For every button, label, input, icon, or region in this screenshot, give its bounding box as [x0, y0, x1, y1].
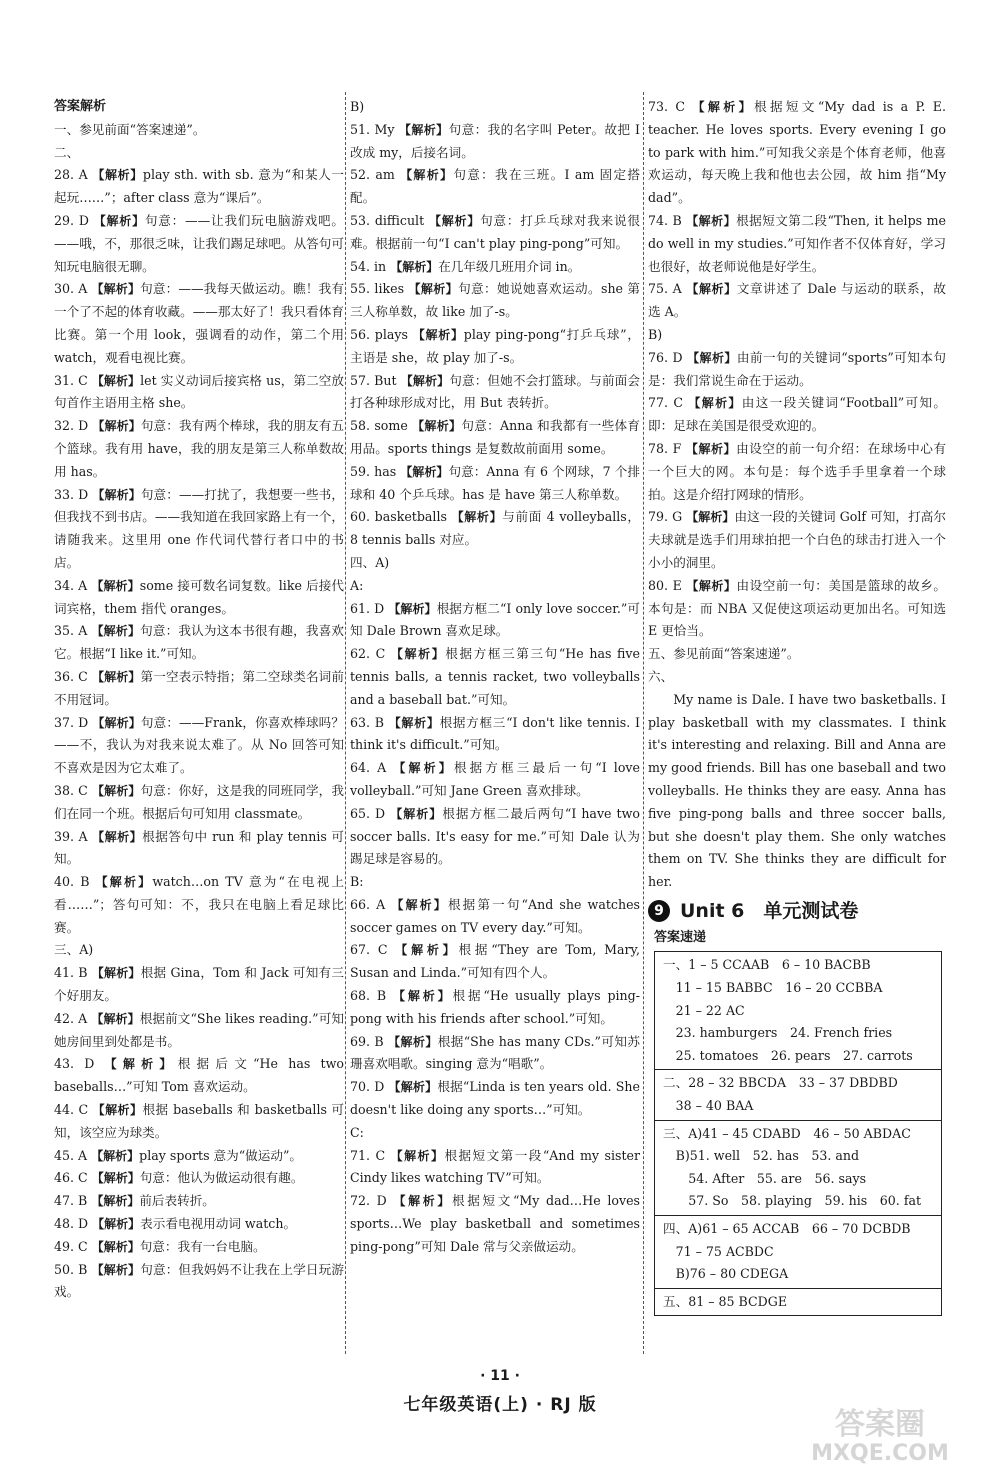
question-number: 36. C — [54, 668, 88, 684]
answer-key-line: 11 – 15 BABBC 16 – 20 CCBBA — [663, 980, 883, 996]
answer-explanation — [54, 1053, 344, 1099]
answer-key-section — [655, 1069, 941, 1119]
answer-explanation — [350, 278, 640, 324]
unit-title — [648, 900, 946, 923]
answer-explanation — [648, 96, 946, 210]
answer-explanation — [648, 392, 946, 438]
question-number: 78. F — [648, 440, 682, 456]
explanation-text: watch…on TV 意为“在电视上看……”；答句可知：不，我只在电脑上看足球比赛。 — [54, 874, 344, 935]
question-number: 49. C — [54, 1238, 88, 1254]
explanation-text: 根据方框三最后一句“I love volleyball.”可知 Jane Green 喜欢排球。 — [350, 760, 640, 798]
explanation-text: 根据方框二“I only love soccer.”可知 Dale Brown 喜欢足球。 — [350, 600, 640, 639]
question-number: 35. A — [54, 623, 88, 639]
section-label: B: — [350, 874, 364, 890]
explanation-text: 第一空表示特指；第二空球类名词前不用冠词。 — [54, 668, 344, 707]
answer-key-line: 57. So 58. playing 59. his 60. fat — [663, 1193, 922, 1209]
question-number: 39. A — [54, 828, 88, 844]
section-label: 三、A) — [54, 942, 94, 958]
answer-explanation — [350, 757, 640, 803]
analysis-tag: 【解析】 — [91, 669, 141, 684]
analysis-tag: 【解析】 — [91, 1239, 140, 1254]
watermark-logo-text: 答案圈 — [835, 1407, 925, 1442]
question-number: 69. B — [350, 1033, 384, 1049]
answer-explanation — [648, 438, 946, 506]
analysis-tag: 【解析】 — [91, 1262, 141, 1277]
analysis-tag: 【解析】 — [91, 1171, 140, 1186]
analysis-tag: 【解析】 — [93, 213, 145, 228]
question-number: 53. difficult — [350, 212, 425, 228]
explanation-text: 根据“She has many CDs.”可知苏珊喜欢唱歌。singing 意为“唱歌”。 — [350, 1033, 640, 1072]
answer-explanation — [54, 1008, 344, 1054]
answer-explanation — [54, 1213, 344, 1236]
question-number: 56. plays — [350, 326, 408, 342]
answer-explanation — [350, 415, 640, 461]
answer-key-section — [655, 952, 941, 1069]
analysis-tag: 【解析】 — [687, 350, 737, 365]
explanation-text: 根据后文“He has two baseballs…”可知 Tom 喜欢运动。 — [54, 1056, 344, 1095]
answer-explanation — [350, 643, 640, 711]
explanation-text: 句意：他认为做运动很有趣。 — [139, 1170, 304, 1186]
explanation-text: 根据“Linda is ten years old. She doesn't like doing any sports…”可知。 — [350, 1079, 640, 1118]
answer-explanation — [350, 370, 640, 416]
explanation-text: 根据方框二最后两句“I have two soccer balls. It's easy for me.”可知 Dale 认为踢足球是容易的。 — [350, 805, 640, 867]
analysis-tag: 【解析】 — [91, 1148, 140, 1163]
answer-explanation — [350, 894, 640, 940]
analysis-tag: 【解析】 — [92, 715, 141, 730]
section-label: 五、参见前面“答案速递”。 — [648, 646, 800, 662]
explanation-text: 句意：——Frank，你喜欢棒球吗？——不，我认为对我来说太难了。从 No 回答可知不喜欢是因为它太难了。 — [54, 714, 344, 776]
explanation-text: 句意：我在三班。I am 固定搭配。 — [350, 167, 640, 206]
question-number: 73. C — [648, 99, 686, 114]
analysis-tag: 【解析】 — [91, 578, 140, 593]
column-right — [648, 96, 946, 1316]
explanation-text: 由前一句的关键词“sports”可知本句是：我们常说生命在于运动。 — [648, 349, 946, 388]
answer-explanation — [54, 1099, 344, 1145]
explanation-text: play sports 意为“做运动”。 — [139, 1147, 302, 1163]
analysis-tag: 【解析】 — [104, 1057, 178, 1072]
answer-key-line: 23. hamburgers 24. French fries — [663, 1025, 893, 1041]
analysis-tag: 【解析】 — [91, 783, 141, 798]
answer-explanation — [350, 803, 640, 871]
analysis-tag: 【解析】 — [685, 441, 737, 456]
watermark-logo — [790, 1400, 970, 1466]
answers-quick-heading: 答案速递 — [654, 929, 707, 945]
question-number: 72. D — [350, 1193, 387, 1209]
explanation-text: 与前面 4 volleyballs，8 tennis balls 对应。 — [350, 509, 640, 548]
explanation-text: 根据“He usually plays ping-pong with his friends after school.”可知。 — [350, 988, 640, 1026]
explanation-text: 句意：我有一台电脑。 — [139, 1238, 266, 1254]
answer-explanation — [350, 461, 640, 507]
analysis-tag: 【解析】 — [388, 1080, 438, 1095]
sample-essay: My name is Dale. I have two basketballs. I play basketball with my classmates. I think it's interesting and relaxing. Bill and Anna are my good friends. Bill has one baseball and two volleyballs. He thinks they are easy. Anna has five ping-pong balls and three soccer balls, but she doesn't play them. She only watches them on TV. She thinks they are difficult for her. — [648, 691, 946, 890]
answer-key-section — [655, 1215, 941, 1288]
explanation-text: 根据短文“My dad is a P. E. teacher. He loves sports. Every evening I go to park with him.”可知我父亲是个体育老师，他喜欢运动，每天晚上我和他也去公园，故 him 指“My dad”。 — [648, 99, 946, 206]
analysis-tag: 【解析】 — [91, 373, 141, 388]
answer-key-line: 一、1 – 5 CCAAB 6 – 10 BACBB — [663, 957, 871, 973]
answer-explanation — [648, 210, 946, 278]
section-label: 二、 — [54, 144, 80, 160]
explanation-text: 句意：但我妈妈不让我在上学日玩游戏。 — [54, 1261, 344, 1300]
analysis-tag: 【解析】 — [91, 1011, 140, 1026]
analysis-tag: 【解析】 — [395, 943, 459, 958]
question-number: 47. B — [54, 1193, 88, 1209]
analysis-tag: 【解析】 — [92, 168, 143, 183]
explanation-text: 表示看电视用动词 watch。 — [140, 1216, 297, 1232]
answer-explanation — [350, 1190, 640, 1258]
analysis-tag: 【解析】 — [390, 806, 443, 821]
explanation-text: 根据方框三第三句“He has five tennis balls, a tennis racket, two volleyballs and a baseball bat.”可知。 — [350, 646, 640, 707]
answer-explanation — [54, 210, 344, 278]
analysis-tag: 【解析】 — [686, 282, 737, 297]
answer-key-line: 21 – 22 AC — [663, 1002, 745, 1018]
answer-explanation — [648, 278, 946, 324]
question-number: 68. B — [350, 988, 387, 1004]
answer-explanation — [54, 780, 344, 826]
question-number: 65. D — [350, 805, 386, 821]
answer-explanation — [54, 712, 344, 780]
answer-explanation — [350, 1076, 640, 1122]
answer-key-section — [655, 1288, 941, 1316]
question-number: 54. in — [350, 258, 387, 274]
explanation-text: 前后表转折。 — [139, 1193, 215, 1209]
question-number: 77. C — [648, 395, 684, 411]
answer-explanation — [54, 962, 344, 1008]
analysis-tag: 【解析】 — [686, 578, 737, 593]
answer-explanation — [54, 666, 344, 712]
analysis-tag: 【解析】 — [92, 487, 141, 502]
analysis-tag: 【解析】 — [390, 647, 446, 662]
answer-explanation — [54, 370, 344, 416]
answer-explanation — [648, 347, 946, 393]
section-label: C: — [350, 1124, 364, 1140]
explanation-text: 句意：你好，这是我的同班同学，我们在同一个班。根据后句可知用 classmate。 — [54, 782, 344, 821]
question-number: 42. A — [54, 1010, 88, 1026]
explanation-text: 根据 baseballs 和 basketballs 可知，该空应为球类。 — [54, 1102, 344, 1140]
question-number: 75. A — [648, 281, 682, 297]
analysis-tag: 【解析】 — [408, 282, 459, 297]
explanation-text: 句意：我有两个棒球，我的朋友有五个篮球。我有用 have，我的朋友是第三人称单数故用 has。 — [54, 418, 344, 479]
explanation-text: 句意：——让我们玩电脑游戏吧。——哦，不，那很乏味，让我们踢足球吧。从答句可知玩电脑很无聊。 — [54, 212, 344, 274]
question-number: 41. B — [54, 965, 88, 981]
analysis-tag: 【解析】 — [398, 122, 449, 137]
answer-explanation — [54, 1259, 344, 1305]
explanation-text: 句意：我认为这本书很有趣，我喜欢它。根据“I like it.”可知。 — [54, 623, 344, 662]
answer-explanation — [54, 826, 344, 872]
analysis-tag: 【解析】 — [388, 601, 437, 616]
section-label: 六、 — [648, 668, 674, 684]
section-label: 一、参见前面“答案速递”。 — [54, 121, 206, 137]
question-number: 66. A — [350, 896, 386, 912]
analysis-tag: 【解析】 — [390, 259, 439, 274]
question-number: 32. D — [54, 418, 89, 434]
explanation-text: 句意：——我每天做运动。瞧！我有一个了不起的体育收藏。——那太好了！我只看体育比赛。第一个用 look，强调看的动作，第二个用 watch，观看电视比赛。 — [54, 281, 344, 365]
section-label: B) — [648, 326, 663, 342]
explanation-text: 句意：——打扰了，我想要一些书，但我找不到书店。——我知道在我回家路上有一个，请随我来。这里用 one 作代词代替行者口中的书店。 — [54, 486, 344, 570]
analysis-tag: 【解析】 — [92, 1217, 141, 1232]
explanation-text: 句意：Anna 有 6 个网球，7 个排球和 40 个乒乓球。has 是 have 第三人称单数。 — [350, 463, 640, 502]
answer-key-line: 二、28 – 32 BBCDA 33 – 37 DBDBD — [663, 1075, 898, 1091]
watermark-url: MXQE.COM — [811, 1441, 949, 1466]
section-heading: 答案解析 — [54, 99, 107, 114]
analysis-tag: 【解析】 — [686, 510, 735, 525]
explanation-text: 句意：她说她喜欢运动。she 第三人称单数，故 like 加了-s。 — [350, 281, 640, 320]
answer-explanation — [350, 164, 640, 210]
question-number: 60. basketballs — [350, 509, 447, 525]
explanation-text: 由这一段关键词“Football”可知。即：足球在美国是很受欢迎的。 — [648, 395, 946, 434]
question-number: 30. A — [54, 281, 88, 297]
section-label: B) — [350, 99, 365, 114]
explanation-text: 根据短文“My dad…He loves sports…We play basketball and sometimes ping-pong”可知 Dale 常与父亲做运动。 — [350, 1193, 640, 1254]
analysis-tag: 【解析】 — [388, 715, 440, 730]
unit-number-badge: 9 — [648, 900, 670, 922]
question-number: 62. C — [350, 646, 386, 662]
explanation-text: 根据第一句“And she watches soccer games on TV every day.”可知。 — [350, 896, 640, 935]
analysis-tag: 【解析】 — [412, 327, 464, 342]
answer-explanation — [54, 484, 344, 575]
answer-explanation — [350, 210, 640, 256]
explanation-text: 句意：Anna 和我都有一些体育用品。sports things 是复数故前面用 some。 — [350, 418, 640, 456]
question-number: 38. C — [54, 782, 88, 798]
question-number: 37. D — [54, 714, 89, 730]
question-number: 74. B — [648, 212, 682, 228]
answer-explanations-right — [648, 96, 946, 894]
question-number: 45. A — [54, 1147, 88, 1163]
analysis-tag: 【解析】 — [400, 373, 450, 388]
answer-explanation — [350, 712, 640, 758]
analysis-tag: 【解析】 — [91, 1194, 140, 1209]
analysis-tag: 【解析】 — [92, 829, 143, 844]
question-number: 55. likes — [350, 281, 405, 297]
answer-key-line: 四、A)61 – 65 ACCAB 66 – 70 DCBDB — [663, 1221, 911, 1237]
question-number: 44. C — [54, 1102, 89, 1118]
question-number: 76. D — [648, 349, 683, 365]
answer-explanation — [54, 415, 344, 483]
analysis-tag: 【解析】 — [92, 1103, 143, 1118]
answer-explanation — [648, 575, 946, 643]
analysis-tag: 【解析】 — [95, 875, 153, 890]
analysis-tag: 【解析】 — [393, 1194, 453, 1209]
answer-explanation — [350, 598, 640, 644]
explanation-text: 根据短文第一段“And my sister Cindy likes watching TV”可知。 — [350, 1147, 640, 1186]
explanation-text: 根据方框三“I don't like tennis. I think it's difficult.”可知。 — [350, 714, 640, 753]
answer-explanation — [54, 575, 344, 621]
book-title: 七年级英语(上) · RJ 版 — [403, 1395, 597, 1415]
answer-explanation — [54, 1236, 344, 1259]
answer-explanation — [350, 1145, 640, 1191]
question-number: 70. D — [350, 1079, 385, 1095]
answer-explanation — [350, 939, 640, 985]
question-number: 28. A — [54, 167, 88, 183]
answer-explanation — [648, 506, 946, 574]
explanation-text: play sth. with sb. 意为“和某人一起玩……”；after class 意为“课后”。 — [54, 167, 344, 206]
question-number: 67. C — [350, 942, 388, 958]
question-number: 80. E — [648, 577, 682, 593]
explanation-text: 根据 Gina，Tom 和 Jack 可知有三个好朋友。 — [54, 965, 344, 1004]
analysis-tag: 【解析】 — [388, 1034, 438, 1049]
analysis-tag: 【解析】 — [412, 419, 462, 434]
question-number: 52. am — [350, 167, 395, 183]
answer-key-section — [655, 1120, 941, 1215]
analysis-tag: 【解析】 — [91, 282, 141, 297]
explanation-text: 根据答句中 run 和 play tennis 可知。 — [54, 828, 344, 867]
answer-key-line: 25. tomatoes 26. pears 27. carrots — [663, 1047, 913, 1063]
analysis-tag: 【解析】 — [692, 100, 754, 114]
question-number: 51. My — [350, 121, 395, 137]
answer-explanation — [350, 1031, 640, 1077]
column-divider — [345, 92, 346, 1354]
page-number: · 11 · — [480, 1368, 520, 1384]
answer-explanation — [54, 620, 344, 666]
explanation-text: play ping-pong“打乒乓球”，主语是 she，故 play 加了-s。 — [350, 326, 640, 365]
question-number: 63. B — [350, 714, 384, 730]
answer-explanation — [54, 1167, 344, 1190]
analysis-tag: 【解析】 — [92, 419, 141, 434]
explanation-text: 根据前文“She likes reading.”可知她房间里到处都是书。 — [54, 1010, 344, 1049]
explanation-text: some 接可数名词复数。like 后接代词宾格，them 指代 oranges。 — [54, 577, 344, 616]
analysis-tag: 【解析】 — [428, 213, 481, 228]
answer-key-line: 三、A)41 – 45 CDABD 46 – 50 ABDAC — [663, 1125, 911, 1141]
answer-explanation — [54, 1145, 344, 1168]
explanation-text: 句意：但她不会打篮球。与前面会打各种球形成对比，用 But 表转折。 — [350, 372, 640, 411]
unit-title-text: Unit 6 单元测试卷 — [680, 899, 859, 922]
answer-key-line: B)76 – 80 CDEGA — [663, 1266, 789, 1282]
explanation-text: let 实义动词后接宾格 us，第二空放句首作主语用主格 she。 — [54, 372, 344, 411]
answer-explanation — [54, 164, 344, 210]
analysis-tag: 【解析】 — [688, 396, 742, 411]
answer-explanation — [54, 278, 344, 369]
explanation-text: 根据“They are Tom, Mary, Susan and Linda.”可知有四个人。 — [350, 942, 640, 981]
explanation-text: 在几年级几班用介词 in。 — [438, 258, 581, 274]
explanation-text: 根据短文第二段“Then, it helps me do well in my studies.”可知作者不仅体育好，学习也很好，故老师说他是好学生。 — [648, 212, 946, 274]
answer-key-line: 五、81 – 85 BCDGE — [663, 1293, 788, 1309]
column-divider — [643, 92, 644, 1354]
question-number: 57. But — [350, 372, 397, 388]
analysis-tag: 【解析】 — [91, 624, 141, 639]
analysis-tag: 【解析】 — [686, 213, 737, 228]
explanation-text: 由设空前一句：美国是篮球的故乡。本句是：而 NBA 又促使这项运动更加出名。可知选 E 更恰当。 — [648, 577, 946, 639]
answer-explanation — [54, 871, 344, 939]
answer-explanation — [350, 324, 640, 370]
answer-key-line: 38 – 40 BAA — [663, 1098, 754, 1114]
answer-explanation — [350, 506, 640, 552]
analysis-tag: 【解析】 — [393, 989, 453, 1004]
answer-explanation — [350, 985, 640, 1031]
explanation-text: 由设空的前一句介绍：在球场中心有一个巨大的网。本句是：每个选手手里拿着一个球拍。这是介绍打网球的情形。 — [648, 440, 946, 502]
question-number: 79. G — [648, 509, 683, 525]
question-number: 59. has — [350, 463, 397, 479]
answer-key-table — [654, 951, 942, 1316]
analysis-tag: 【解析】 — [393, 761, 454, 776]
analysis-tag: 【解析】 — [400, 168, 454, 183]
analysis-tag: 【解析】 — [451, 510, 503, 525]
explanation-text: 句意：打乒乓球对我来说很难。根据前一句“I can't play ping-pong”可知。 — [350, 212, 640, 251]
answer-explanation — [350, 119, 640, 165]
analysis-tag: 【解析】 — [391, 897, 448, 912]
question-number: 61. D — [350, 600, 385, 616]
analysis-tag: 【解析】 — [390, 1148, 445, 1163]
section-label: A: — [350, 577, 364, 593]
explanation-text: 由这一段的关键词 Golf 可知，打高尔夫球就是选手们用球拍把一个白色的球击打进入一个小小的洞里。 — [648, 509, 946, 570]
answer-explanation — [350, 256, 640, 279]
question-number: 33. D — [54, 486, 89, 502]
question-number: 46. C — [54, 1170, 88, 1186]
question-number: 31. C — [54, 372, 88, 388]
answer-explanation — [54, 1190, 344, 1213]
answer-key-line: B)51. well 52. has 53. and — [663, 1148, 860, 1164]
question-number: 58. some — [350, 418, 408, 434]
analysis-tag: 【解析】 — [91, 966, 141, 981]
answer-key-line: 71 – 75 ACBDC — [663, 1243, 774, 1259]
question-number: 50. B — [54, 1261, 88, 1277]
section-label: 四、A) — [350, 554, 390, 570]
column-middle — [350, 96, 640, 1259]
column-left — [54, 96, 344, 1304]
explanation-text: 句意：我的名字叫 Peter。故把 I 改成 my，后接名词。 — [350, 121, 640, 160]
answer-key-line: 54. After 55. are 56. says — [663, 1170, 867, 1186]
explanation-text: 文章讲述了 Dale 与运动的联系，故选 A。 — [648, 281, 946, 320]
question-number: 40. B — [54, 874, 90, 890]
question-number: 71. C — [350, 1147, 386, 1163]
question-number: 64. A — [350, 760, 387, 776]
analysis-tag: 【解析】 — [400, 464, 449, 479]
question-number: 48. D — [54, 1216, 89, 1232]
question-number: 43. D — [54, 1056, 95, 1072]
question-number: 29. D — [54, 212, 89, 228]
question-number: 34. A — [54, 577, 88, 593]
